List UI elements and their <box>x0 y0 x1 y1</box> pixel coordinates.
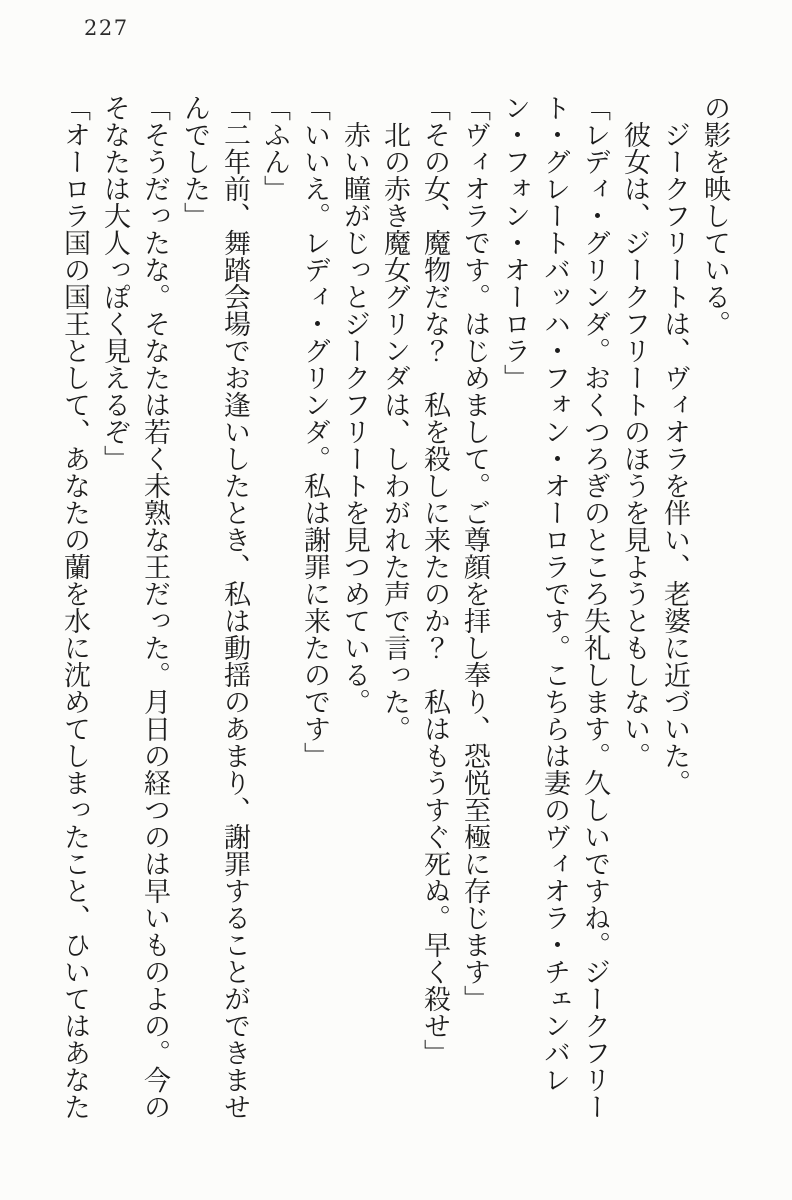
paragraph: 赤い瞳がじっとジークフリートを見つめている。 <box>339 121 370 715</box>
paragraph: 「そうだったな。そなたは若く未熟な王だった。月日の経つのは早いものよの。今のそなたは大人っぽく見えるぞ」 <box>99 94 170 1120</box>
paragraph: 「ヴィオラです。はじめまして。ご尊顔を拝し奉り、恐悦至極に存じます」 <box>459 94 490 1012</box>
paragraph: 「二年前、舞踏会場でお逢いしたとき、私は動揺のあまり、謝罪することができませんでした」 <box>179 94 250 1120</box>
paragraph: 彼女は、ジークフリートのほうを見ようともしない。 <box>619 121 650 769</box>
paragraph: の影を映している。 <box>699 94 730 337</box>
page-number: 227 <box>84 16 129 40</box>
body-text <box>54 94 734 1120</box>
paragraph: 「その女、魔物だな？ 私を殺しに来たのか？ 私はもうすぐ死ぬ。早く殺せ」 <box>419 94 450 1066</box>
paragraph: 「ふん」 <box>259 94 290 202</box>
paragraph: 「レディ・グリンダ。おくつろぎのところ失礼します。久しいですね。ジークフリート・グレートバッハ・フォン・オーロラです。こちらは妻のヴィオラ・チェンバレン・フォン・オーロラ」 <box>499 94 610 1120</box>
paragraph: 「いいえ。レディ・グリンダ。私は謝罪に来たのです」 <box>299 94 330 769</box>
paragraph: ジークフリートは、ヴィオラを伴い、老婆に近づいた。 <box>659 121 690 796</box>
paragraph: 「オーロラ国の国王として、あなたの蘭を水に沈めてしまったこと、ひいてはあなた <box>59 94 90 1120</box>
paragraph: 北の赤き魔女グリンダは、しわがれた声で言った。 <box>379 121 410 742</box>
